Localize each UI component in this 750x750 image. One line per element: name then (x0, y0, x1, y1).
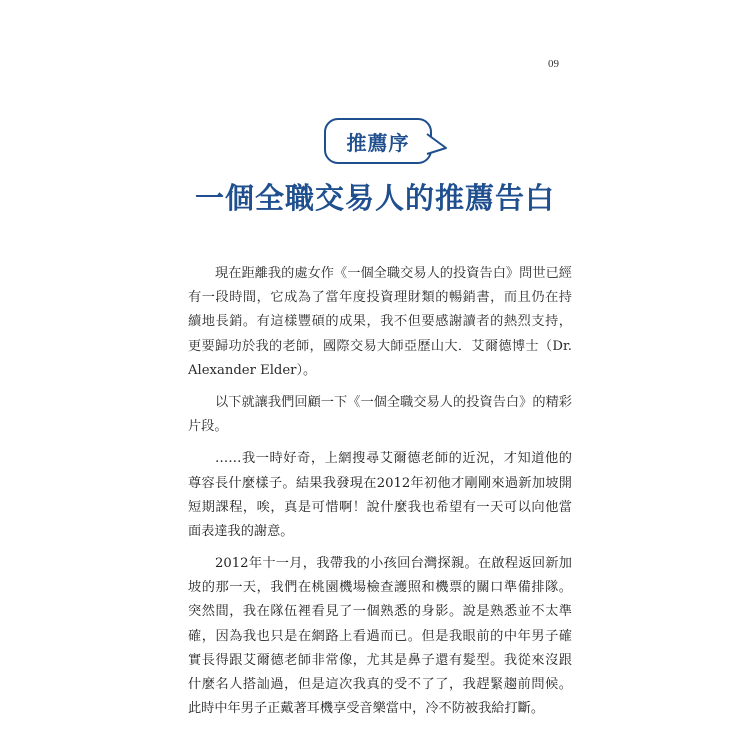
text-line: 2012年十一月，我帶我的小孩回台灣探親。在啟程返回新加 (215, 556, 572, 572)
text-line: ……我一時好奇，上網搜尋艾爾德老師的近況，才知道他的 (215, 451, 572, 467)
text-line: 突然間，我在隊伍裡看見了一個熟悉的身影。說是熟悉並不太準 (188, 604, 572, 620)
text-line: Alexander Elder）。 (188, 362, 317, 378)
speech-tail-icon (424, 130, 450, 160)
body-text (188, 262, 572, 721)
text-line: 有一段時間，它成為了當年度投資理財類的暢銷書，而且仍在持 (188, 290, 572, 306)
text-line: 什麼名人搭訕過，但是這次我真的受不了了，我趕緊趨前問候。 (188, 677, 572, 692)
text-line: 尊容長什麼樣子。結果我發現在2012年初他才剛剛來過新加坡開 (188, 475, 572, 491)
section-label (324, 118, 432, 164)
text-line: 此時中年男子正戴著耳機享受音樂當中，冷不防被我給打斷。 (188, 701, 545, 717)
text-line: 更要歸功於我的老師，國際交易大師亞歷山大．艾爾德博士（Dr. (188, 338, 572, 354)
paragraph (188, 552, 572, 721)
text-line: 片段。 (188, 419, 228, 435)
text-line: 續地長銷。有這樣豐碩的成果，我不但要感謝讀者的熱烈支持， (188, 314, 572, 330)
text-line: 以下就讓我們回顧一下《一個全職交易人的投資告白》的精彩 (215, 394, 572, 410)
text-line: 現在距離我的處女作《一個全職交易人的投資告白》問世已經 (215, 266, 572, 281)
text-line: 確，因為我也只是在網路上看過而已。但是我眼前的中年男子確 (188, 628, 572, 644)
paragraph (188, 447, 572, 544)
paragraph (188, 391, 572, 439)
section-label-text: 推薦序 (346, 130, 410, 155)
text-line: 坡的那一天，我們在桃園機場檢查護照和機票的關口準備排隊。 (188, 580, 572, 596)
text-line: 面表達我的謝意。 (188, 523, 294, 539)
text-line: 短期課程，唉，真是可惜啊！說什麼我也希望有一天可以向他當 (188, 499, 572, 515)
chapter-title: 一個全職交易人的推薦告白 (194, 181, 555, 215)
paragraph (188, 262, 572, 383)
page-number: 09 (548, 58, 559, 70)
text-line: 實長得跟艾爾德老師非常像，尤其是鼻子還有髮型。我從來沒跟 (188, 652, 572, 668)
